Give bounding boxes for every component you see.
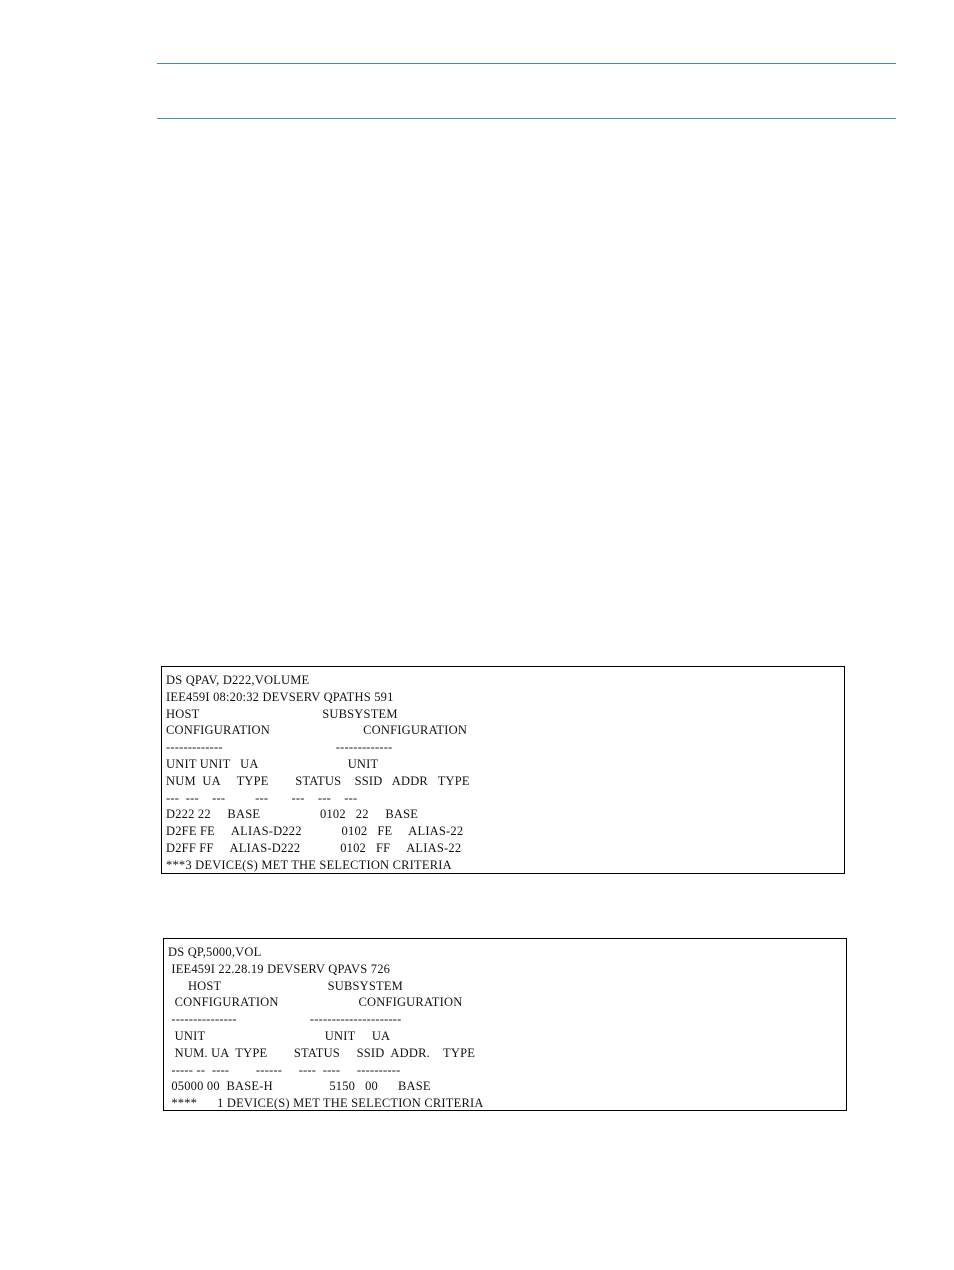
terminal-line: NUM UA TYPE STATUS SSID ADDR TYPE xyxy=(166,773,470,788)
terminal-line: --- --- --- --- --- --- --- xyxy=(166,790,358,805)
devserv-qpaths-output xyxy=(161,666,845,874)
terminal-line: D2FE FE ALIAS-D222 0102 FE ALIAS-22 xyxy=(166,824,464,839)
terminal-line: DS QP,5000,VOL xyxy=(168,945,262,959)
terminal-line: IEE459I 08:20:32 DEVSERV QPATHS 591 xyxy=(166,689,394,704)
terminal-line: ------------- ------------- xyxy=(166,740,393,755)
terminal-line: ***3 DEVICE(S) MET THE SELECTION CRITERIA xyxy=(166,857,452,872)
terminal-line: UNIT UNIT UA xyxy=(168,1028,391,1043)
terminal-line: 05000 00 BASE-H 5150 00 BASE xyxy=(168,1079,431,1094)
terminal-line: NUM. UA TYPE STATUS SSID ADDR. TYPE xyxy=(168,1045,476,1060)
terminal-line: DS QPAV, D222,VOLUME xyxy=(166,673,310,687)
terminal-line: **** 1 DEVICE(S) MET THE SELECTION CRITERIA xyxy=(168,1096,484,1111)
terminal-line: HOST SUBSYSTEM xyxy=(166,706,398,721)
terminal-line: CONFIGURATION CONFIGURATION xyxy=(168,995,463,1010)
header-rule-top xyxy=(157,63,896,64)
devserv-qpavs-output xyxy=(163,938,847,1111)
header-rule-bottom xyxy=(157,118,896,119)
terminal-line: CONFIGURATION CONFIGURATION xyxy=(166,723,468,738)
terminal-line: D222 22 BASE 0102 22 BASE xyxy=(166,807,419,822)
terminal-line: UNIT UNIT UA UNIT xyxy=(166,756,379,771)
terminal-line: HOST SUBSYSTEM xyxy=(168,978,403,993)
terminal-line: IEE459I 22.28.19 DEVSERV QPAVS 726 xyxy=(168,961,391,976)
terminal-line: ----- -- ---- ------ ---- ---- ---------- xyxy=(168,1062,401,1077)
terminal-line: --------------- --------------------- xyxy=(168,1012,402,1027)
terminal-line: D2FF FF ALIAS-D222 0102 FF ALIAS-22 xyxy=(166,840,462,855)
